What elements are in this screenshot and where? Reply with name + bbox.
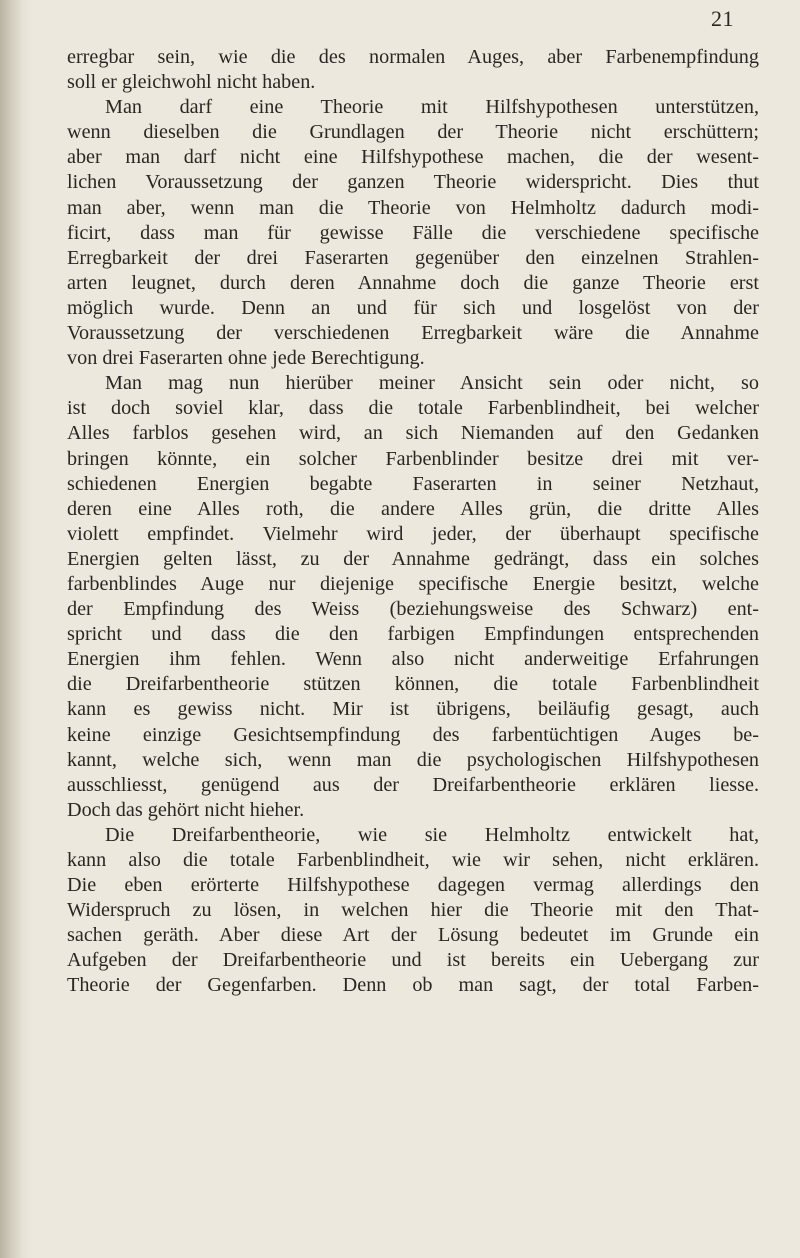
text-line: sachen geräth. Aber diese Art der Lösung bedeutet im Grunde ein xyxy=(67,924,759,947)
text-line: lichen Voraussetzung der ganzen Theorie widerspricht. Dies thut xyxy=(67,171,759,194)
text-line: der Empfindung des Weiss (beziehungsweise des Schwarz) ent- xyxy=(67,598,759,621)
text-line: kannt, welche sich, wenn man die psychologischen Hilfshypothesen xyxy=(67,748,759,771)
text-line: Die eben erörterte Hilfshypothese dagegen vermag allerdings den xyxy=(67,874,759,897)
text-line: wenn dieselben die Grundlagen der Theorie nicht erschüttern; xyxy=(67,121,759,144)
text-line: kann also die totale Farbenblindheit, wie wir sehen, nicht erklären. xyxy=(67,849,759,871)
text-line: Die Dreifarbentheorie, wie sie Helmholtz entwickelt hat, xyxy=(105,823,759,846)
text-line: schiedenen Energien begabte Faserarten in seiner Netzhaut, xyxy=(67,472,759,495)
body-text xyxy=(67,45,759,999)
text-line: farbenblindes Auge nur diejenige specifische Energie besitzt, welche xyxy=(67,572,759,595)
text-line: Man mag nun hierüber meiner Ansicht sein oder nicht, so xyxy=(105,372,759,395)
text-line: Aufgeben der Dreifarbentheorie und ist bereits ein Uebergang zur xyxy=(67,949,759,972)
text-line: kann es gewiss nicht. Mir ist übrigens, beiläufig gesagt, auch xyxy=(67,698,759,721)
text-line: Voraussetzung der verschiedenen Erregbarkeit wäre die Annahme xyxy=(67,322,759,345)
text-line: möglich wurde. Denn an und für sich und losgelöst von der xyxy=(67,296,759,319)
text-line: deren eine Alles roth, die andere Alles grün, die dritte Alles xyxy=(67,497,759,520)
text-line: soll er gleichwohl nicht haben. xyxy=(67,71,316,94)
text-line: Energien ihm fehlen. Wenn also nicht anderweitige Erfahrungen xyxy=(67,648,759,671)
text-line: keine einzige Gesichtsempfindung des farbentüchtigen Auges be- xyxy=(67,723,759,746)
text-line: man aber, wenn man die Theorie von Helmholtz dadurch modi- xyxy=(67,196,759,219)
text-line: Widerspruch zu lösen, in welchen hier die Theorie mit den That- xyxy=(67,899,759,922)
text-line: Energien gelten lässt, zu der Annahme gedrängt, dass ein solches xyxy=(67,547,759,570)
text-line: arten leugnet, durch deren Annahme doch die ganze Theorie erst xyxy=(67,271,759,294)
text-line: bringen könnte, ein solcher Farbenblinder besitze drei mit ver- xyxy=(67,447,759,470)
text-line: ficirt, dass man für gewisse Fälle die verschiedene specifische xyxy=(67,221,759,244)
text-line: erregbar sein, wie die des normalen Auges, aber Farbenempfindung xyxy=(67,46,759,68)
text-line: Alles farblos gesehen wird, an sich Niemanden auf den Gedanken xyxy=(67,422,759,445)
binding-gutter xyxy=(0,0,22,1258)
text-line: die Dreifarbentheorie stützen können, die totale Farbenblindheit xyxy=(67,673,759,696)
text-line: violett empfindet. Vielmehr wird jeder, der überhaupt specifische xyxy=(67,522,759,545)
text-line: aber man darf nicht eine Hilfshypothese machen, die der wesent- xyxy=(67,146,759,169)
text-line: Doch das gehört nicht hieher. xyxy=(67,798,305,821)
text-line: Theorie der Gegenfarben. Denn ob man sagt, der total Farben- xyxy=(67,974,759,997)
text-line: spricht und dass die den farbigen Empfindungen entsprechenden xyxy=(67,623,759,646)
text-line: von drei Faserarten ohne jede Berechtigung. xyxy=(67,347,425,370)
page-number: 21 xyxy=(711,6,734,31)
text-line: Man darf eine Theorie mit Hilfshypothesen unterstützen, xyxy=(105,96,759,119)
text-line: ausschliesst, genügend aus der Dreifarbentheorie erklären liesse. xyxy=(67,773,759,796)
text-line: ist doch soviel klar, dass die totale Farbenblindheit, bei welcher xyxy=(67,397,759,420)
text-line: Erregbarkeit der drei Faserarten gegenüber den einzelnen Strahlen- xyxy=(67,246,759,269)
